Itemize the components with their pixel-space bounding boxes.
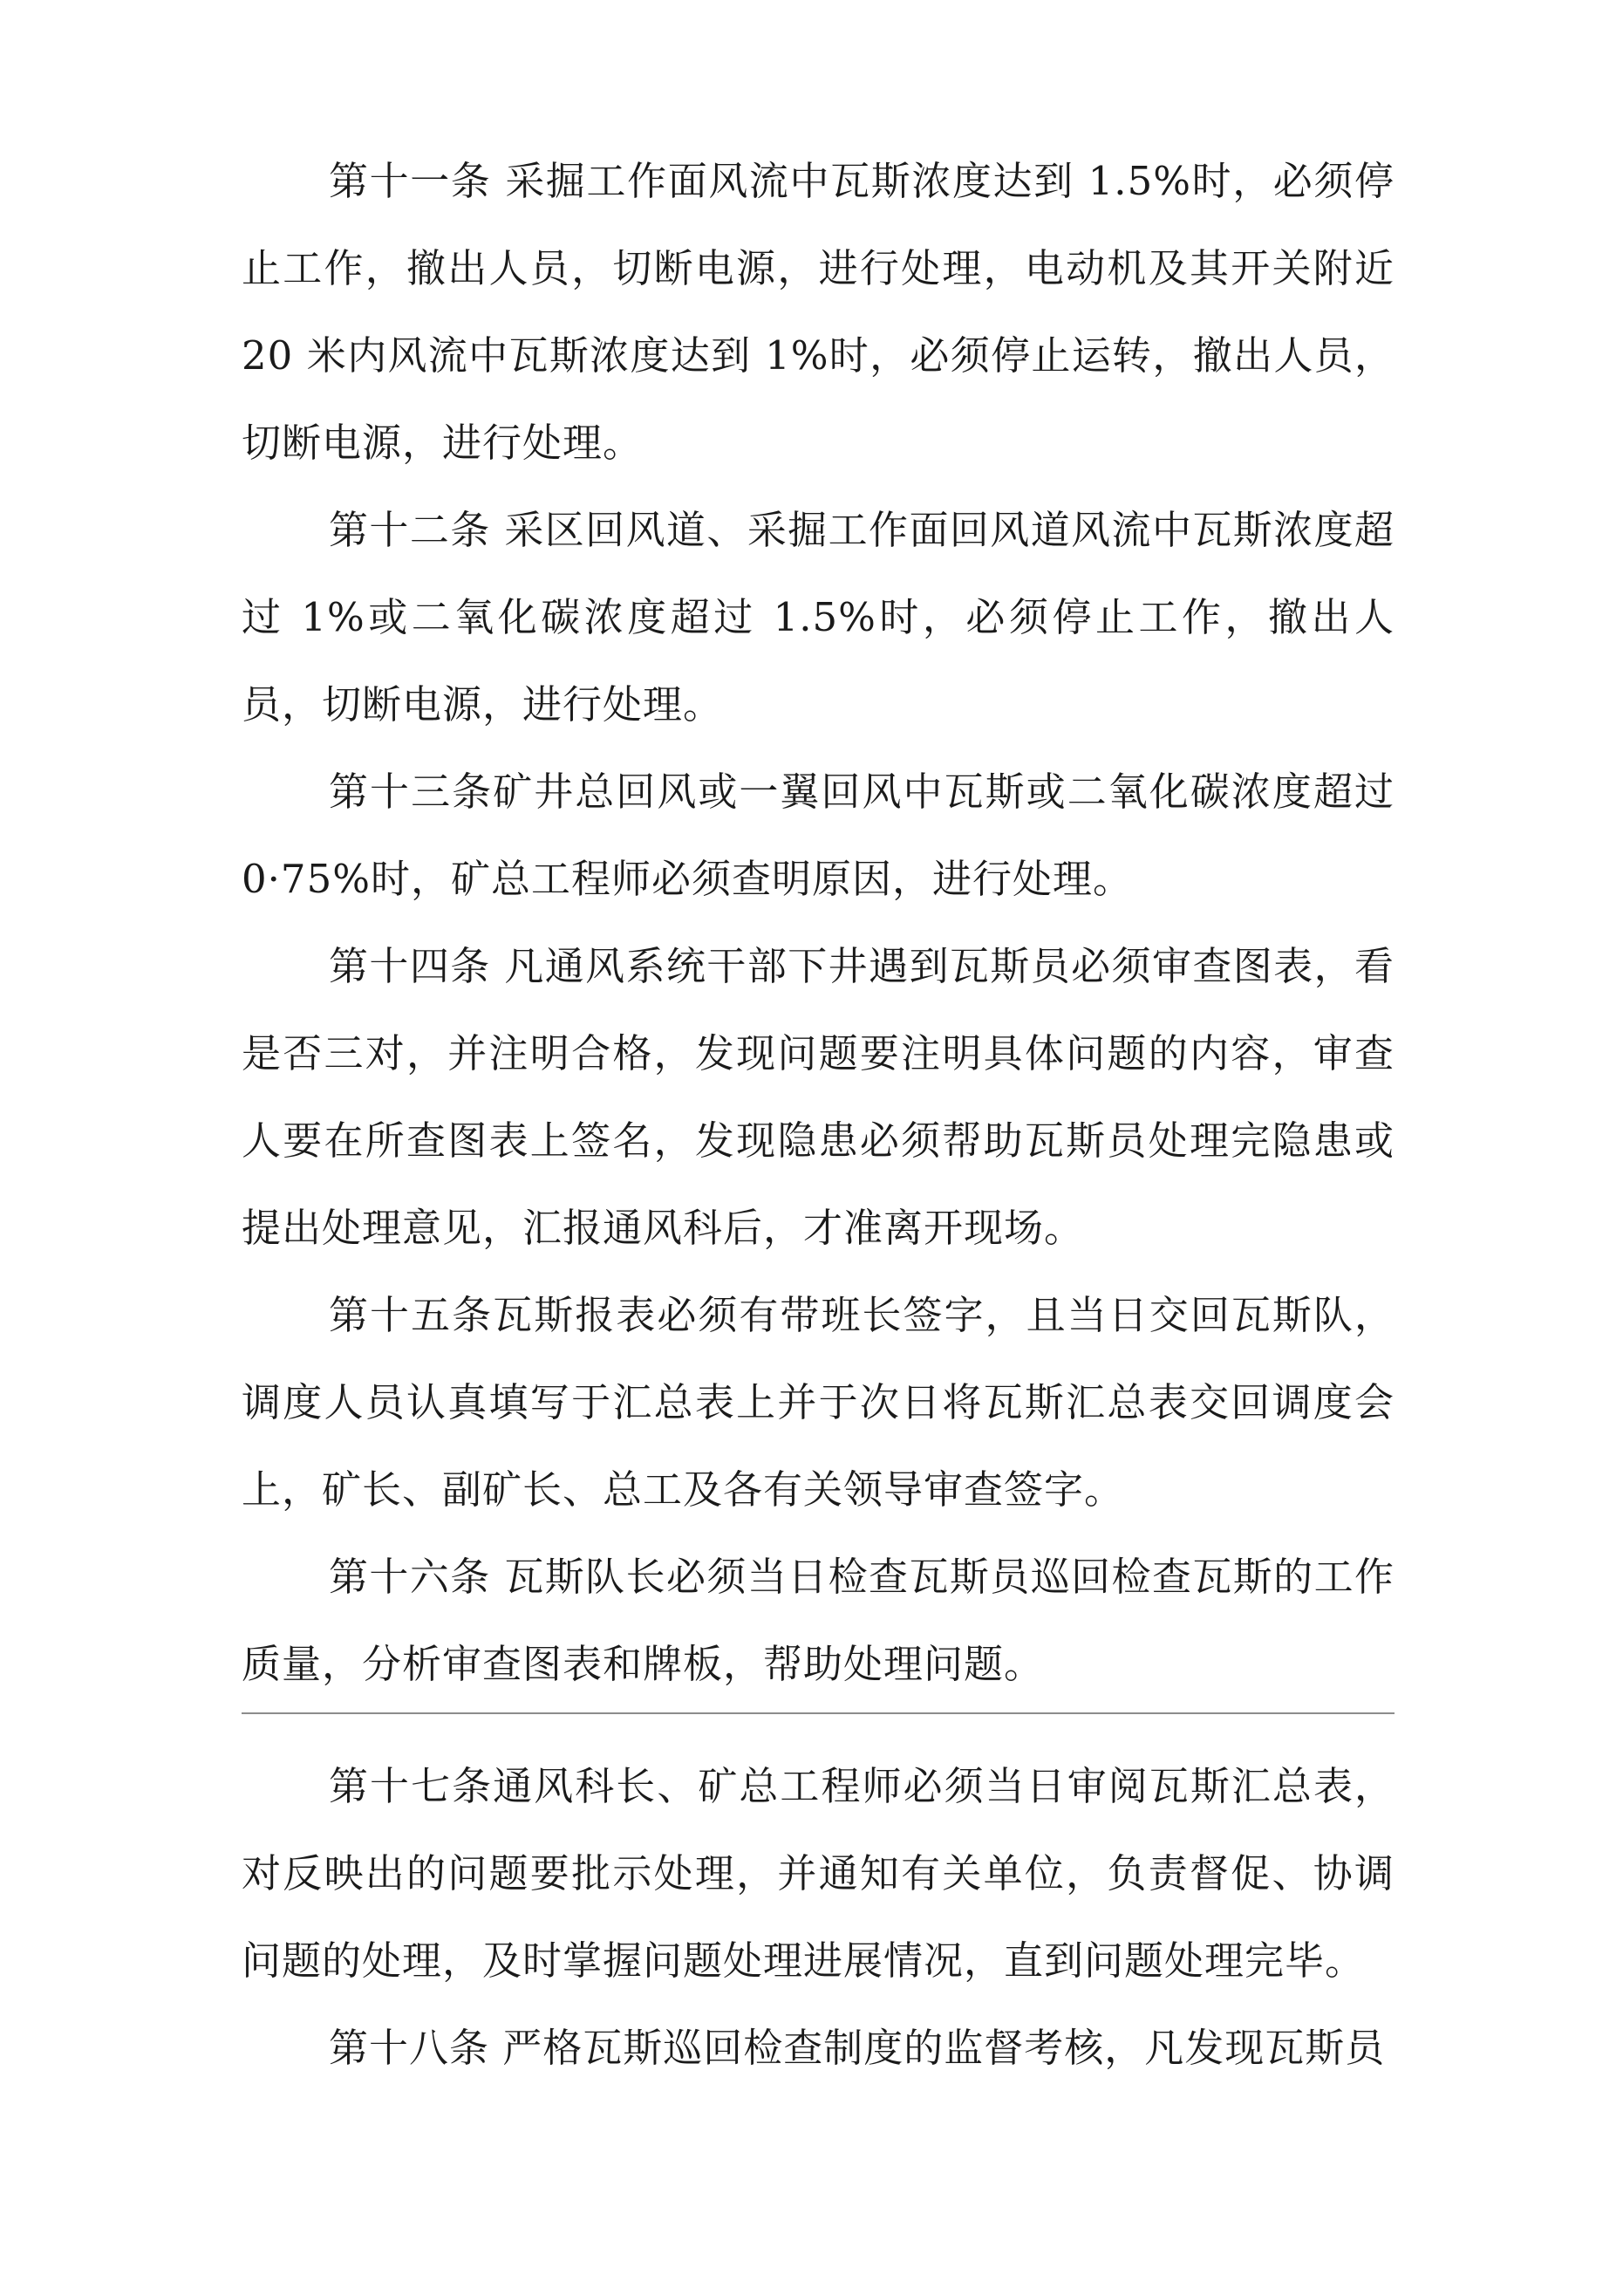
article-11-paragraph: 第十一条 采掘工作面风流中瓦斯浓度达到 1.5%时，必须停止工作，撤出人员，切断电源，进行处理，电动机及其开关附近 20 米内风流中瓦斯浓度达到 1%时，必须停止运转，撤出人员，切断电源，进行处理。 bbox=[242, 158, 1395, 466]
article-18-paragraph: 第十八条 严格瓦斯巡回检查制度的监督考核，凡发现瓦斯员 bbox=[329, 2025, 1386, 2071]
page-divider bbox=[242, 1712, 1395, 1714]
article-17-paragraph: 第十七条通风科长、矿总工程师必须当日审阅瓦斯汇总表，对反映出的问题要批示处理，并通知有关单位，负责督促、协调问题的处理，及时掌握问题处理进展情况，直到问题处理完毕。 bbox=[242, 1763, 1395, 1984]
lower-text-block bbox=[242, 1743, 1395, 2092]
article-13-paragraph: 第十三条矿井总回风或一翼回风中瓦斯或二氧化碳浓度超过 0·75%时，矿总工程师必须查明原因，进行处理。 bbox=[242, 769, 1395, 902]
upper-text-block bbox=[242, 138, 1395, 1708]
article-12-paragraph: 第十二条 采区回风道、采掘工作面回风道风流中瓦斯浓度超过 1%或二氧化碳浓度超过 1.5%时，必须停止工作，撤出人员，切断电源，进行处理。 bbox=[242, 507, 1395, 728]
article-14-paragraph: 第十四条 凡通风系统干部下井遇到瓦斯员必须审查图表，看是否三对，并注明合格，发现问题要注明具体问题的内容，审查人要在所查图表上签名，发现隐患必须帮助瓦斯员处理完隐患或提出处理意见，汇报通风科后，才准离开现场。 bbox=[242, 943, 1395, 1251]
article-16-paragraph: 第十六条 瓦斯队长必须当日检查瓦斯员巡回检查瓦斯的工作质量，分析审查图表和牌板，帮助处理问题。 bbox=[242, 1554, 1395, 1687]
article-15-paragraph: 第十五条瓦斯报表必须有带班长签字，且当日交回瓦斯队，调度人员认真填写于汇总表上并于次日将瓦斯汇总表交回调度会上，矿长、副矿长、总工及各有关领导审查签字。 bbox=[242, 1292, 1395, 1513]
